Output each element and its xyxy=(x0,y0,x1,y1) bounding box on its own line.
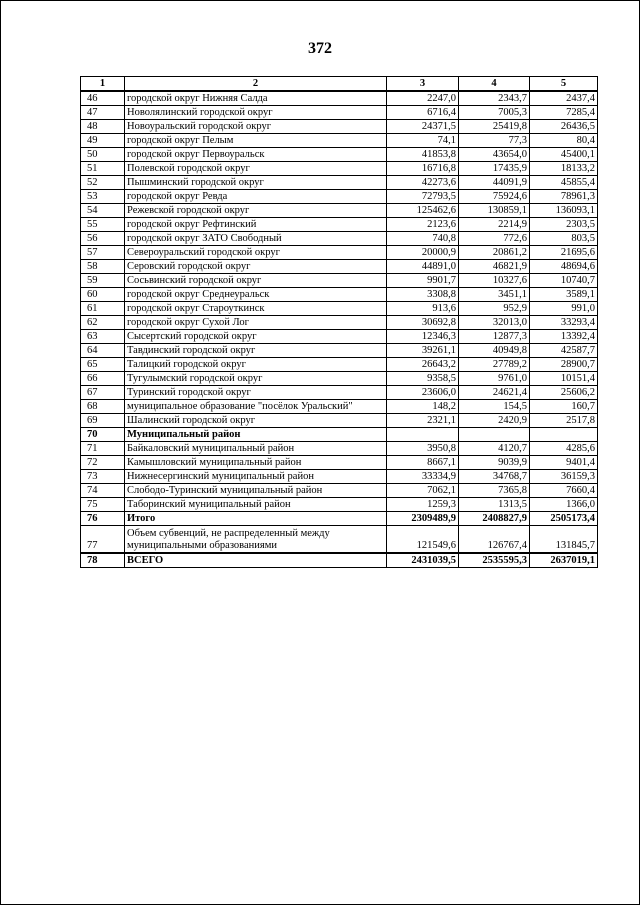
cell-col-4: 24621,4 xyxy=(459,386,530,400)
cell-row-number: 63 xyxy=(81,330,125,344)
cell-col-3: 39261,1 xyxy=(387,344,459,358)
cell-municipality-name: Муниципальный район xyxy=(125,428,387,442)
cell-col-5: 7660,4 xyxy=(530,484,598,498)
cell-col-4: 7005,3 xyxy=(459,106,530,120)
cell-municipality-name: городской округ Пелым xyxy=(125,134,387,148)
cell-row-number: 67 xyxy=(81,386,125,400)
cell-col-5: 10151,4 xyxy=(530,372,598,386)
cell-col-4: 77,3 xyxy=(459,134,530,148)
cell-municipality-name: городской округ ЗАТО Свободный xyxy=(125,232,387,246)
cell-col-3: 3308,8 xyxy=(387,288,459,302)
cell-row-number: 77 xyxy=(81,526,125,554)
cell-municipality-name: ВСЕГО xyxy=(125,553,387,568)
cell-municipality-name: Камышловский муниципальный район xyxy=(125,456,387,470)
cell-municipality-name: городской округ Староуткинск xyxy=(125,302,387,316)
cell-col-5: 80,4 xyxy=(530,134,598,148)
cell-col-5: 45855,4 xyxy=(530,176,598,190)
cell-municipality-name: Режевской городской округ xyxy=(125,204,387,218)
table-row xyxy=(81,176,598,190)
cell-col-5: 2437,4 xyxy=(530,91,598,106)
cell-col-3: 1259,3 xyxy=(387,498,459,512)
cell-col-5: 131845,7 xyxy=(530,526,598,554)
cell-col-5: 1366,0 xyxy=(530,498,598,512)
cell-municipality-name: Североуральский городской округ xyxy=(125,246,387,260)
cell-row-number: 71 xyxy=(81,442,125,456)
cell-col-3: 24371,5 xyxy=(387,120,459,134)
table-row xyxy=(81,232,598,246)
cell-col-4: 27789,2 xyxy=(459,358,530,372)
cell-col-5: 25606,2 xyxy=(530,386,598,400)
cell-municipality-name: городской округ Рефтинский xyxy=(125,218,387,232)
cell-col-3: 9901,7 xyxy=(387,274,459,288)
table-header-row xyxy=(81,77,598,92)
header-col-5: 5 xyxy=(530,77,598,92)
cell-col-3: 121549,6 xyxy=(387,526,459,554)
table-row xyxy=(81,456,598,470)
table-row xyxy=(81,218,598,232)
cell-col-4: 40949,8 xyxy=(459,344,530,358)
table-row xyxy=(81,120,598,134)
cell-row-number: 64 xyxy=(81,344,125,358)
cell-col-5: 78961,3 xyxy=(530,190,598,204)
table-row xyxy=(81,274,598,288)
cell-col-3: 41853,8 xyxy=(387,148,459,162)
cell-col-5: 13392,4 xyxy=(530,330,598,344)
cell-row-number: 69 xyxy=(81,414,125,428)
cell-row-number: 56 xyxy=(81,232,125,246)
cell-col-5: 33293,4 xyxy=(530,316,598,330)
cell-col-3: 740,8 xyxy=(387,232,459,246)
table-row xyxy=(81,442,598,456)
table-row xyxy=(81,526,598,554)
cell-row-number: 78 xyxy=(81,553,125,568)
cell-row-number: 75 xyxy=(81,498,125,512)
cell-row-number: 59 xyxy=(81,274,125,288)
header-col-3: 3 xyxy=(387,77,459,92)
cell-col-4: 46821,9 xyxy=(459,260,530,274)
cell-col-5: 4285,6 xyxy=(530,442,598,456)
cell-col-3: 2123,6 xyxy=(387,218,459,232)
cell-col-5: 48694,6 xyxy=(530,260,598,274)
cell-col-5: 10740,7 xyxy=(530,274,598,288)
cell-row-number: 66 xyxy=(81,372,125,386)
cell-municipality-name: Сосьвинский городской округ xyxy=(125,274,387,288)
cell-municipality-name: Серовский городской округ xyxy=(125,260,387,274)
cell-col-3: 7062,1 xyxy=(387,484,459,498)
table-row xyxy=(81,428,598,442)
cell-municipality-name: Тугулымский городской округ xyxy=(125,372,387,386)
cell-col-5: 2303,5 xyxy=(530,218,598,232)
table-row xyxy=(81,302,598,316)
cell-municipality-name: Байкаловский муниципальный район xyxy=(125,442,387,456)
cell-row-number: 58 xyxy=(81,260,125,274)
cell-col-3: 23606,0 xyxy=(387,386,459,400)
cell-municipality-name: Таборинский муниципальный район xyxy=(125,498,387,512)
cell-municipality-name: Полевской городской округ xyxy=(125,162,387,176)
cell-municipality-name: городской округ Сухой Лог xyxy=(125,316,387,330)
table-row xyxy=(81,148,598,162)
cell-col-4: 2535595,3 xyxy=(459,553,530,568)
cell-col-4: 1313,5 xyxy=(459,498,530,512)
cell-col-4: 44091,9 xyxy=(459,176,530,190)
cell-col-4: 9761,0 xyxy=(459,372,530,386)
cell-municipality-name: Шалинский городской округ xyxy=(125,414,387,428)
cell-municipality-name: городской округ Первоуральск xyxy=(125,148,387,162)
cell-col-3: 2431039,5 xyxy=(387,553,459,568)
cell-row-number: 49 xyxy=(81,134,125,148)
cell-col-4: 3451,1 xyxy=(459,288,530,302)
cell-col-3: 44891,0 xyxy=(387,260,459,274)
cell-row-number: 55 xyxy=(81,218,125,232)
cell-col-5: 136093,1 xyxy=(530,204,598,218)
cell-col-5: 26436,5 xyxy=(530,120,598,134)
cell-col-5: 3589,1 xyxy=(530,288,598,302)
table-row xyxy=(81,106,598,120)
cell-municipality-name: Новоуральский городской округ xyxy=(125,120,387,134)
cell-row-number: 50 xyxy=(81,148,125,162)
cell-col-3: 125462,6 xyxy=(387,204,459,218)
cell-col-4: 43654,0 xyxy=(459,148,530,162)
cell-row-number: 51 xyxy=(81,162,125,176)
cell-municipality-name: Пышминский городской округ xyxy=(125,176,387,190)
cell-row-number: 76 xyxy=(81,512,125,526)
cell-col-5: 2517,8 xyxy=(530,414,598,428)
cell-col-4: 126767,4 xyxy=(459,526,530,554)
table-row xyxy=(81,246,598,260)
cell-col-4: 772,6 xyxy=(459,232,530,246)
cell-col-5: 18133,2 xyxy=(530,162,598,176)
cell-row-number: 72 xyxy=(81,456,125,470)
cell-row-number: 68 xyxy=(81,400,125,414)
cell-col-5: 7285,4 xyxy=(530,106,598,120)
subsidies-table xyxy=(80,76,598,568)
cell-col-3: 74,1 xyxy=(387,134,459,148)
table-row xyxy=(81,512,598,526)
cell-col-4: 130859,1 xyxy=(459,204,530,218)
cell-row-number: 74 xyxy=(81,484,125,498)
table-row xyxy=(81,400,598,414)
cell-row-number: 61 xyxy=(81,302,125,316)
cell-row-number: 62 xyxy=(81,316,125,330)
cell-col-4: 20861,2 xyxy=(459,246,530,260)
header-col-4: 4 xyxy=(459,77,530,92)
cell-col-5: 9401,4 xyxy=(530,456,598,470)
cell-col-3: 12346,3 xyxy=(387,330,459,344)
cell-col-5: 2505173,4 xyxy=(530,512,598,526)
cell-col-5: 2637019,1 xyxy=(530,553,598,568)
cell-municipality-name: Нижнесергинский муниципальный район xyxy=(125,470,387,484)
cell-col-5: 45400,1 xyxy=(530,148,598,162)
cell-col-4: 2420,9 xyxy=(459,414,530,428)
table-row xyxy=(81,134,598,148)
cell-col-3: 20000,9 xyxy=(387,246,459,260)
table-row xyxy=(81,91,598,106)
cell-col-4: 17435,9 xyxy=(459,162,530,176)
table-row xyxy=(81,288,598,302)
cell-col-4: 32013,0 xyxy=(459,316,530,330)
cell-col-4: 4120,7 xyxy=(459,442,530,456)
cell-col-5 xyxy=(530,428,598,442)
cell-municipality-name: городской округ Ревда xyxy=(125,190,387,204)
table-row xyxy=(81,470,598,484)
table-row xyxy=(81,162,598,176)
cell-col-5: 160,7 xyxy=(530,400,598,414)
cell-col-3: 148,2 xyxy=(387,400,459,414)
cell-municipality-name: Талицкий городской округ xyxy=(125,358,387,372)
cell-col-4: 2343,7 xyxy=(459,91,530,106)
cell-row-number: 57 xyxy=(81,246,125,260)
cell-municipality-name: Итого xyxy=(125,512,387,526)
cell-col-4: 9039,9 xyxy=(459,456,530,470)
cell-col-5: 42587,7 xyxy=(530,344,598,358)
cell-col-4: 952,9 xyxy=(459,302,530,316)
cell-col-3: 2247,0 xyxy=(387,91,459,106)
cell-row-number: 60 xyxy=(81,288,125,302)
cell-municipality-name: муниципальное образование "посёлок Уральский" xyxy=(125,400,387,414)
cell-col-3: 30692,8 xyxy=(387,316,459,330)
table-row xyxy=(81,372,598,386)
cell-col-3: 9358,5 xyxy=(387,372,459,386)
cell-col-4: 75924,6 xyxy=(459,190,530,204)
cell-col-4: 34768,7 xyxy=(459,470,530,484)
table-row xyxy=(81,414,598,428)
cell-row-number: 46 xyxy=(81,91,125,106)
cell-col-4: 2214,9 xyxy=(459,218,530,232)
cell-col-5: 21695,6 xyxy=(530,246,598,260)
cell-col-4: 10327,6 xyxy=(459,274,530,288)
cell-col-3: 2309489,9 xyxy=(387,512,459,526)
table-row xyxy=(81,344,598,358)
cell-municipality-name: городской округ Нижняя Салда xyxy=(125,91,387,106)
header-col-1: 1 xyxy=(81,77,125,92)
cell-row-number: 53 xyxy=(81,190,125,204)
cell-col-3: 913,6 xyxy=(387,302,459,316)
table-row xyxy=(81,204,598,218)
cell-col-3: 26643,2 xyxy=(387,358,459,372)
table-row xyxy=(81,484,598,498)
cell-municipality-name: Сысертский городской округ xyxy=(125,330,387,344)
cell-col-3 xyxy=(387,428,459,442)
cell-col-3: 3950,8 xyxy=(387,442,459,456)
cell-row-number: 48 xyxy=(81,120,125,134)
cell-row-number: 54 xyxy=(81,204,125,218)
cell-col-5: 803,5 xyxy=(530,232,598,246)
cell-col-3: 42273,6 xyxy=(387,176,459,190)
page-number: 372 xyxy=(308,40,332,57)
cell-col-5: 36159,3 xyxy=(530,470,598,484)
cell-municipality-name: Объем субвенций, не распределенный между муниципальными образованиями xyxy=(125,526,387,554)
table-row xyxy=(81,553,598,568)
cell-municipality-name: городской округ Среднеуральск xyxy=(125,288,387,302)
cell-col-4 xyxy=(459,428,530,442)
cell-col-3: 2321,1 xyxy=(387,414,459,428)
cell-col-3: 6716,4 xyxy=(387,106,459,120)
cell-municipality-name: Тавдинский городской округ xyxy=(125,344,387,358)
cell-row-number: 70 xyxy=(81,428,125,442)
cell-col-4: 25419,8 xyxy=(459,120,530,134)
cell-col-3: 72793,5 xyxy=(387,190,459,204)
cell-col-4: 154,5 xyxy=(459,400,530,414)
table-row xyxy=(81,386,598,400)
cell-municipality-name: Слободо-Туринский муниципальный район xyxy=(125,484,387,498)
cell-col-3: 33334,9 xyxy=(387,470,459,484)
table-row xyxy=(81,316,598,330)
cell-row-number: 52 xyxy=(81,176,125,190)
cell-col-4: 7365,8 xyxy=(459,484,530,498)
cell-municipality-name: Новолялинский городской округ xyxy=(125,106,387,120)
cell-col-5: 28900,7 xyxy=(530,358,598,372)
table-row xyxy=(81,260,598,274)
cell-col-4: 2408827,9 xyxy=(459,512,530,526)
table-row xyxy=(81,358,598,372)
cell-col-4: 12877,3 xyxy=(459,330,530,344)
header-col-2: 2 xyxy=(125,77,387,92)
cell-row-number: 47 xyxy=(81,106,125,120)
cell-row-number: 65 xyxy=(81,358,125,372)
cell-municipality-name: Туринский городской округ xyxy=(125,386,387,400)
table-row xyxy=(81,330,598,344)
cell-row-number: 73 xyxy=(81,470,125,484)
cell-col-5: 991,0 xyxy=(530,302,598,316)
table-row xyxy=(81,190,598,204)
cell-col-3: 8667,1 xyxy=(387,456,459,470)
cell-col-3: 16716,8 xyxy=(387,162,459,176)
table-row xyxy=(81,498,598,512)
